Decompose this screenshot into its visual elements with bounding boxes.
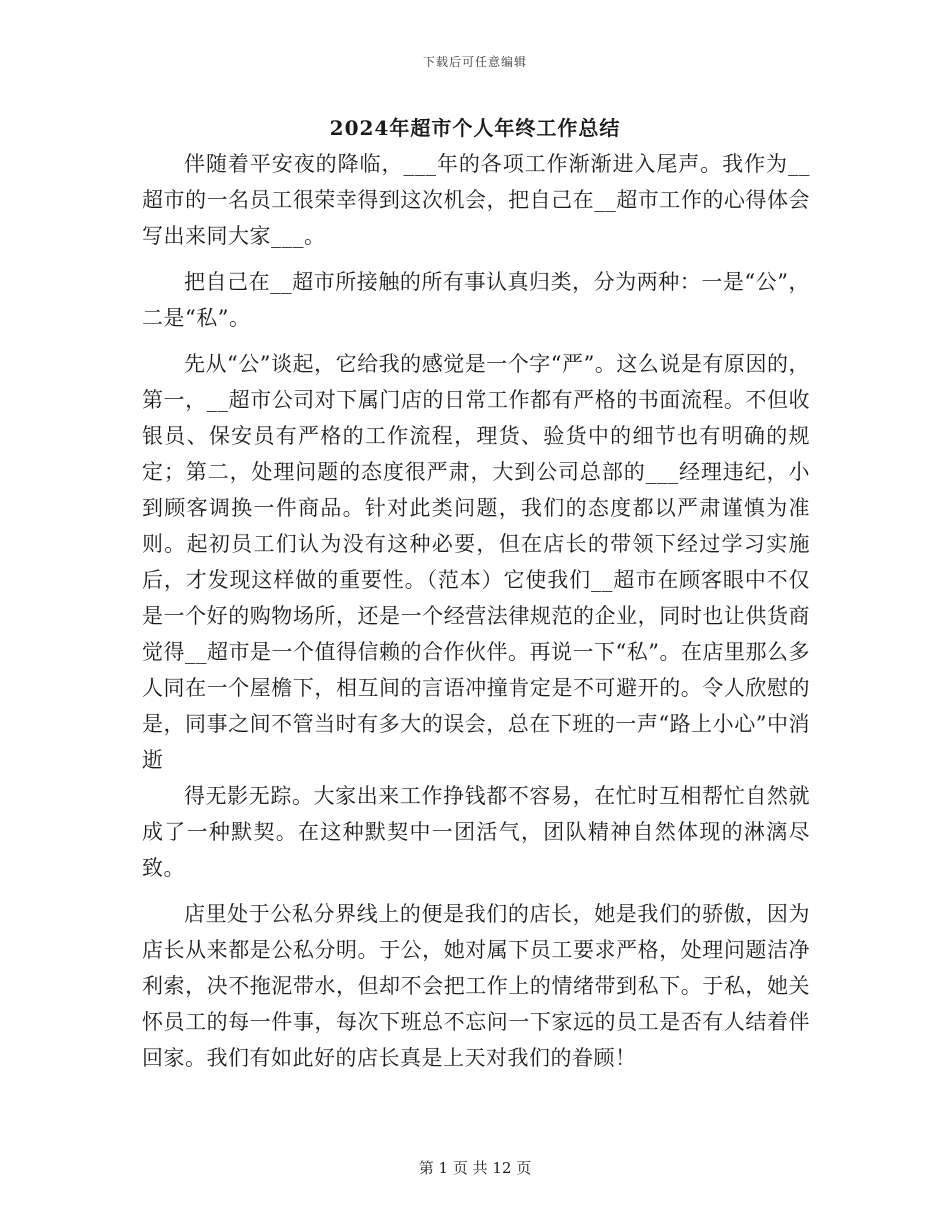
paragraph-intro: 伴随着平安夜的降临，___年的各项工作渐渐进入尾声。我作为__超市的一名员工很荣幸得到这次机会，把自己在__超市工作的心得体会写出来同大家___。: [142, 152, 810, 248]
document-body: [142, 146, 810, 1076]
paragraph-public: 先从“公”谈起，它给我的感觉是一个字“严”。这么说是有原因的，第一，__超市公司对下属门店的日常工作都有严格的书面流程。不但收银员、保安员有严格的工作流程，理货、验货中的细节也有明确的规定；第二，处理问题的态度很严肃，大到公司总部的___经理违纪，小到顾客调换一件商品。针对此类问题，我们的态度都以严肃谨慎为准则。起初员工们认为没有这种必要，但在店长的带领下经过学习实施后，才发现这样做的重要性。（范本）它使我们__超市在顾客眼中不仅是一个好的购物场所，还是一个经营法律规范的企业，同时也让供货商觉得__超市是一个值得信赖的合作伙伴。再说一下“私”。在店里那么多人同在一个屋檐下，相互间的言语冲撞肯定是不可避开的。令人欣慰的是，同事之间不管当时有多大的误会，总在下班的一声“路上小心”中消逝: [142, 352, 810, 772]
paragraph-private-continued: 得无影无踪。大家出来工作挣钱都不容易，在忙时互相帮忙自然就成了一种默契。在这种默契中一团活气，团队精神自然体现的淋漓尽致。: [142, 784, 810, 880]
paragraph-categories: 把自己在__超市所接触的所有事认真归类，分为两种：一是“公”，二是“私”。: [142, 270, 810, 330]
page-footer-pagination: 第 1 页 共 12 页: [418, 1159, 532, 1177]
paragraph-store-manager: 店里处于公私分界线上的便是我们的店长，她是我们的骄傲，因为店长从来都是公私分明。于公，她对属下员工要求严格，处理问题洁净利索，决不拖泥带水，但却不会把工作上的情绪带到私下。于私，她关怀员工的每一件事，每次下班总不忘问一下家远的员工是否有人结着伴回家。我们有如此好的店长真是上天对我们的眷顾！: [142, 902, 810, 1070]
document-title: 2024年超市个人年终工作总结: [329, 116, 621, 140]
page-header-note: 下载后可任意编辑: [422, 55, 527, 69]
